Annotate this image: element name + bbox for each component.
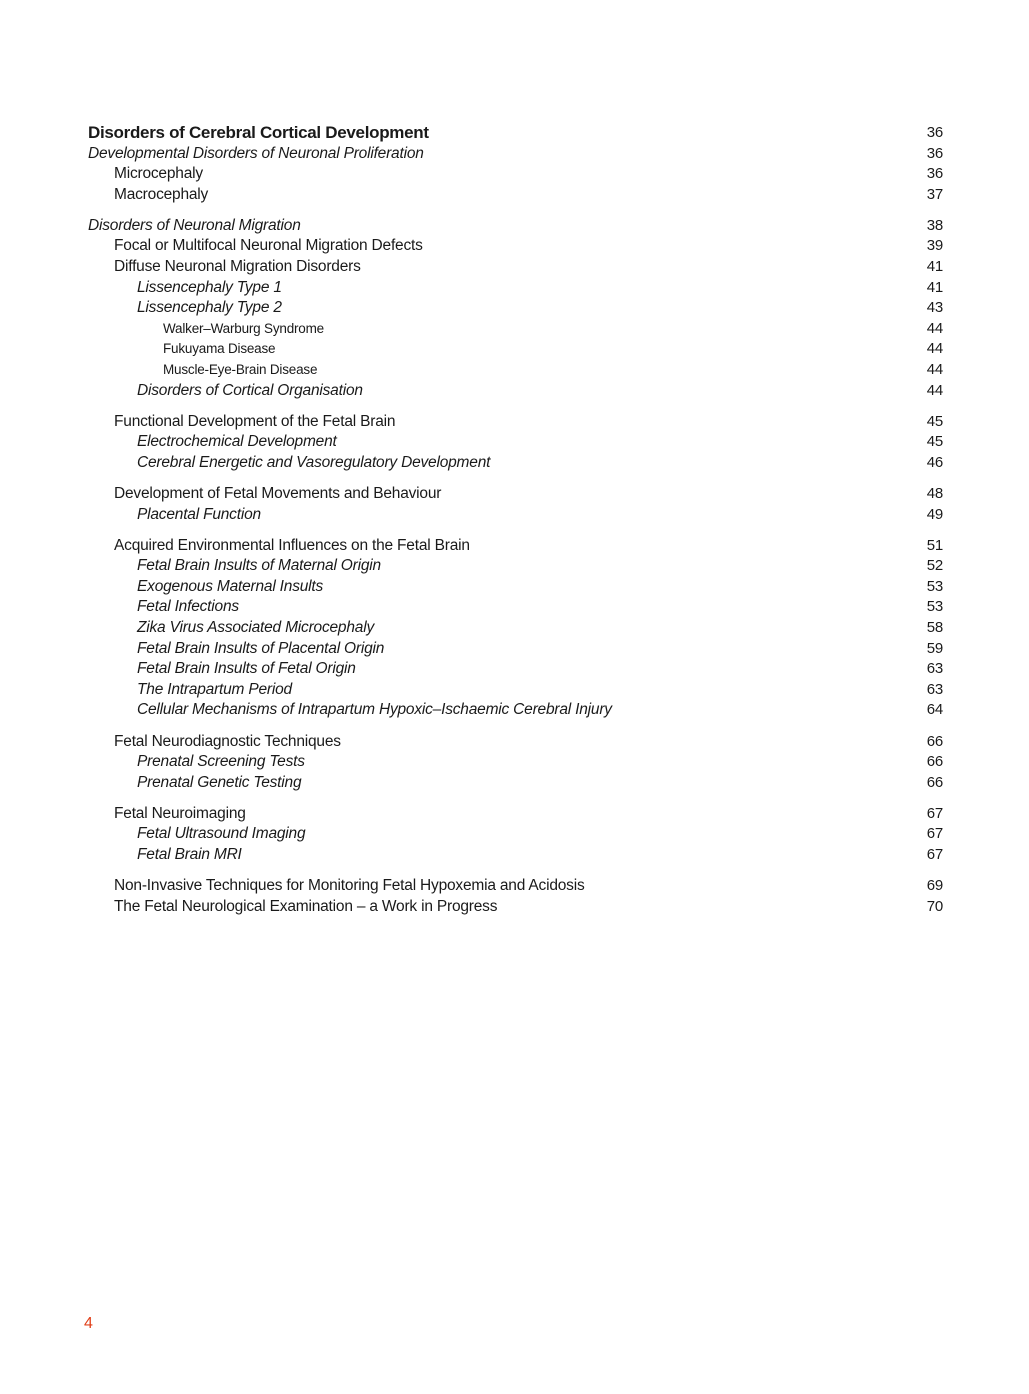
toc-entry-title: Fetal Brain Insults of Fetal Origin	[137, 660, 356, 678]
toc-entry	[0, 618, 1029, 639]
table-of-contents	[0, 123, 1029, 917]
toc-entry	[0, 319, 1029, 340]
toc-entry	[0, 257, 1029, 278]
toc-entry-page: 53	[926, 598, 943, 616]
toc-entry-page: 38	[926, 216, 943, 234]
toc-entry-title: Lissencephaly Type 2	[137, 299, 282, 317]
toc-entry-page: 45	[926, 412, 943, 430]
toc-entry	[0, 876, 1029, 897]
toc-entry-page: 63	[926, 680, 943, 698]
toc-entry-page: 43	[926, 299, 943, 317]
toc-entry-page: 51	[926, 536, 943, 554]
toc-entry-page: 66	[926, 773, 943, 791]
toc-entry-page: 58	[926, 619, 943, 637]
toc-entry-page: 44	[926, 319, 943, 337]
toc-entry	[0, 804, 1029, 825]
toc-entry-title: Cerebral Energetic and Vasoregulatory Development	[137, 453, 491, 471]
toc-entry-title: Lissencephaly Type 1	[137, 278, 282, 296]
toc-entry-page: 44	[926, 361, 943, 379]
toc-entry-title: Fetal Ultrasound Imaging	[137, 825, 306, 843]
toc-entry-title: Development of Fetal Movements and Behaviour	[114, 485, 442, 502]
toc-entry	[0, 144, 1029, 165]
toc-entry-title: Muscle-Eye-Brain Disease	[163, 362, 318, 378]
toc-entry-page: 39	[926, 237, 943, 255]
toc-entry-title: The Intrapartum Period	[137, 680, 292, 698]
toc-entry-title: Walker–Warburg Syndrome	[163, 320, 324, 336]
toc-entry-title: Exogenous Maternal Insults	[137, 577, 324, 595]
toc-entry-page: 67	[926, 804, 943, 822]
toc-entry	[0, 339, 1029, 360]
toc-entry-title: Fetal Brain Insults of Maternal Origin	[137, 557, 381, 575]
toc-entry-page: 36	[926, 144, 943, 162]
toc-entry-page: 53	[926, 577, 943, 595]
toc-entry	[0, 278, 1029, 299]
page-number: 4	[84, 1315, 93, 1332]
toc-entry-title: Diffuse Neuronal Migration Disorders	[114, 258, 361, 276]
toc-entry-title: Disorders of Cerebral Cortical Development	[88, 123, 429, 142]
toc-entry	[0, 597, 1029, 618]
toc-entry-title: Fetal Infections	[137, 598, 239, 616]
toc-entry	[0, 680, 1029, 701]
toc-entry-page: 36	[926, 124, 943, 141]
toc-entry	[0, 752, 1029, 773]
toc-entry-title: Disorders of Cortical Organisation	[137, 381, 363, 399]
toc-entry	[0, 639, 1029, 660]
toc-entry-title: Focal or Multifocal Neuronal Migration Defects	[114, 237, 423, 255]
toc-entry	[0, 824, 1029, 845]
toc-entry-title: Placental Function	[137, 505, 261, 523]
toc-entry-page: 67	[926, 846, 943, 863]
toc-entry	[0, 453, 1029, 474]
toc-entry-page: 41	[926, 278, 943, 296]
toc-entry-page: 52	[926, 557, 943, 575]
toc-entry	[0, 236, 1029, 257]
toc-entry	[0, 536, 1029, 557]
toc-entry	[0, 556, 1029, 577]
toc-entry-title: Electrochemical Development	[137, 433, 337, 451]
toc-entry-page: 46	[926, 453, 943, 471]
toc-entry-page: 49	[926, 505, 943, 523]
toc-entry-title: Cellular Mechanisms of Intrapartum Hypoxic–Ischaemic Cerebral Injury	[137, 701, 612, 719]
toc-entry-page: 44	[926, 381, 943, 399]
toc-entry-title: Fetal Neuroimaging	[114, 804, 246, 822]
toc-entry-title: Fukuyama Disease	[163, 341, 276, 357]
toc-entry-page: 70	[926, 897, 943, 915]
toc-entry-page: 63	[926, 660, 943, 678]
toc-entry	[0, 164, 1029, 185]
toc-entry-page: 48	[926, 485, 943, 502]
toc-entry-title: Zika Virus Associated Microcephaly	[137, 619, 374, 637]
toc-entry-title: Developmental Disorders of Neuronal Proliferation	[88, 144, 424, 162]
toc-entry-page: 59	[926, 639, 943, 657]
toc-entry-page: 41	[926, 258, 943, 276]
toc-entry-title: Fetal Brain MRI	[137, 846, 242, 863]
toc-entry-page: 66	[926, 753, 943, 771]
toc-entry	[0, 700, 1029, 721]
toc-entry	[0, 432, 1029, 453]
toc-entry	[0, 773, 1029, 794]
toc-entry-page: 67	[926, 825, 943, 843]
toc-entry	[0, 412, 1029, 433]
toc-entry	[0, 577, 1029, 598]
toc-entry-page: 37	[926, 185, 943, 203]
toc-entry	[0, 659, 1029, 680]
toc-entry	[0, 484, 1029, 505]
toc-entry-title: Non-Invasive Techniques for Monitoring Fetal Hypoxemia and Acidosis	[114, 877, 585, 895]
toc-entry-page: 36	[926, 165, 943, 183]
toc-entry-title: Prenatal Screening Tests	[137, 753, 305, 771]
toc-entry	[0, 845, 1029, 866]
toc-entry-title: Fetal Brain Insults of Placental Origin	[137, 639, 385, 657]
toc-entry	[0, 732, 1029, 753]
toc-entry-title: Acquired Environmental Influences on the Fetal Brain	[114, 536, 470, 554]
toc-entry-title: Microcephaly	[114, 165, 203, 183]
toc-entry	[0, 897, 1029, 918]
toc-entry-page: 64	[926, 701, 943, 719]
toc-entry-page: 45	[926, 433, 943, 451]
toc-entry-title: The Fetal Neurological Examination – a Work in Progress	[114, 897, 498, 915]
toc-entry	[0, 505, 1029, 526]
toc-entry-title: Functional Development of the Fetal Brain	[114, 412, 396, 430]
toc-entry-title: Macrocephaly	[114, 185, 209, 203]
toc-entry	[0, 185, 1029, 206]
toc-entry	[0, 381, 1029, 402]
toc-entry	[0, 360, 1029, 381]
toc-entry-page: 44	[926, 340, 943, 358]
toc-entry	[0, 123, 1029, 144]
toc-entry-title: Prenatal Genetic Testing	[137, 773, 302, 791]
toc-entry-page: 69	[926, 877, 943, 895]
toc-entry	[0, 298, 1029, 319]
toc-entry	[0, 216, 1029, 237]
toc-entry-page: 66	[926, 732, 943, 750]
toc-entry-title: Fetal Neurodiagnostic Techniques	[114, 732, 341, 750]
toc-entry-title: Disorders of Neuronal Migration	[88, 216, 301, 234]
